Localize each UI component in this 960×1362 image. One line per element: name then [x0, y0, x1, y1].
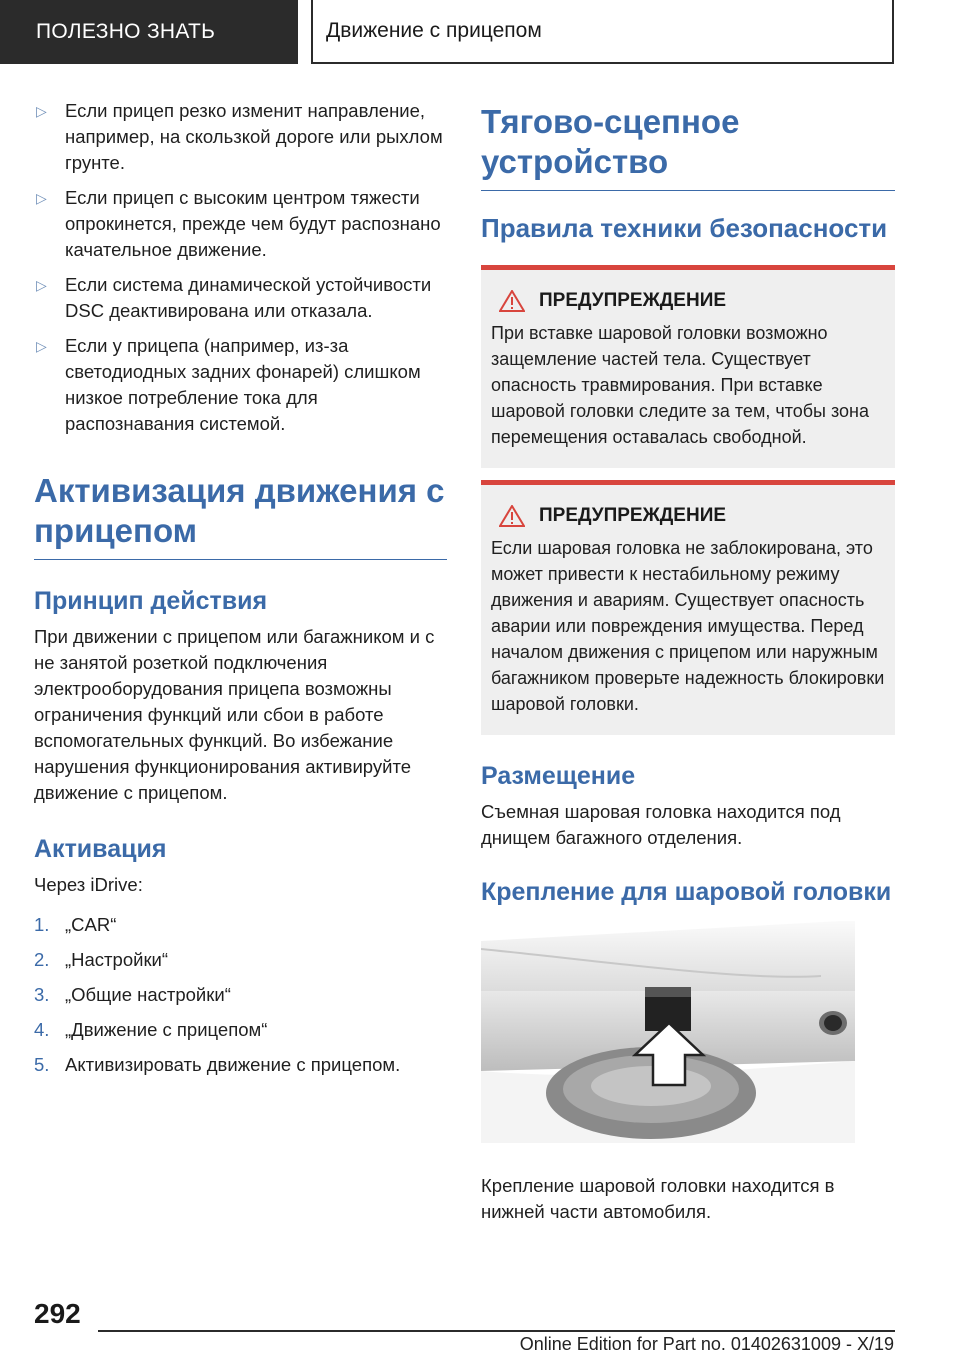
step-item: 2. „Настройки“ [34, 949, 169, 970]
warning-triangle-icon [499, 505, 525, 527]
activation-steps [34, 912, 447, 1078]
step-item: 1. „CAR“ [34, 914, 117, 935]
warning-box [481, 480, 895, 735]
chapter-title: Движение с прицепом [311, 0, 894, 64]
warning-label: ПРЕДУПРЕЖДЕНИЕ [539, 505, 727, 526]
left-column [34, 98, 447, 1087]
step-item: 3. „Общие настройки“ [34, 984, 231, 1005]
section-heading-tow-hitch: Тягово-сцепное устройство [481, 102, 895, 191]
warning-text: При вставке шаровой головки возможно защемление частей тела. Существует опасность травмирования. При вставке шаровой головки следите за тем, чтобы зона перемещения оставалась свободной. [491, 323, 870, 447]
subheading-activation: Активация [34, 835, 167, 863]
page-header [0, 0, 960, 66]
page-number: 292 [34, 1298, 81, 1329]
triangle-bullet-icon: ▷ [36, 190, 47, 206]
step-item: 4. „Движение с прицепом“ [34, 1019, 268, 1040]
tow-hitch-mount-photo [481, 921, 855, 1143]
subheading-mount: Крепление для шаровой головки [481, 878, 892, 906]
activation-intro: Через iDrive: [34, 874, 143, 895]
warning-box [481, 265, 895, 468]
bullet-list [34, 98, 447, 437]
right-column [481, 98, 895, 1225]
triangle-bullet-icon: ▷ [36, 103, 47, 119]
list-item: ▷ Если система динамической устойчивости DSC деактивирована или отказала. [36, 274, 432, 321]
subheading-placement: Размещение [481, 762, 636, 790]
section-label: ПОЛЕЗНО ЗНАТЬ [0, 0, 298, 64]
step-item: 5. Активизировать движение с прицепом. [34, 1054, 401, 1075]
section-heading-trailer-mode: Активизация движения с прицепом [34, 471, 447, 560]
warning-header [491, 503, 885, 529]
list-item: ▷ Если прицеп резко изменит направление, например, на скользкой дороге или рыхлом грунте. [36, 100, 443, 173]
triangle-bullet-icon: ▷ [36, 338, 47, 354]
subheading-principle: Принцип действия [34, 587, 268, 615]
triangle-bullet-icon: ▷ [36, 277, 47, 293]
list-item: ▷ Если у прицепа (например, из-за светодиодных задних фонарей) слишком низкое потребление тока для распознавания системой. [36, 335, 421, 434]
principle-text: При движении с прицепом или багажником и с не занятой розеткой подключения электрооборудования прицепа возможны ограничения функций или сбои в работе вспомогательных функций. Во избежание нарушения функционирования активируйте движение с прицепом. [34, 626, 435, 803]
placement-text: Съемная шаровая головка находится под днищем багажного отделения. [481, 801, 841, 848]
subheading-safety: Правила техники безопасности [481, 213, 888, 243]
warning-label: ПРЕДУПРЕЖДЕНИЕ [539, 290, 727, 311]
warning-text: Если шаровая головка не заблокирована, это может привести к нестабильному режиму движения и авариям. Существует опасность аварии или повреждения имущества. Перед началом движения с прицепом или наружным багажником проверьте надежность блокировки шаровой головки. [491, 538, 885, 714]
footer-divider [98, 1330, 895, 1332]
mount-caption: Крепление шаровой головки находится в нижней части автомобиля. [481, 1175, 835, 1222]
list-item: ▷ Если прицеп с высоким центром тяжести опрокинется, прежде чем будут распознано качательное движение. [36, 187, 441, 260]
warning-header [491, 288, 885, 314]
edition-note: Online Edition for Part no. 01402631009 - X/19 [519, 1334, 894, 1354]
warning-triangle-icon [499, 290, 525, 312]
